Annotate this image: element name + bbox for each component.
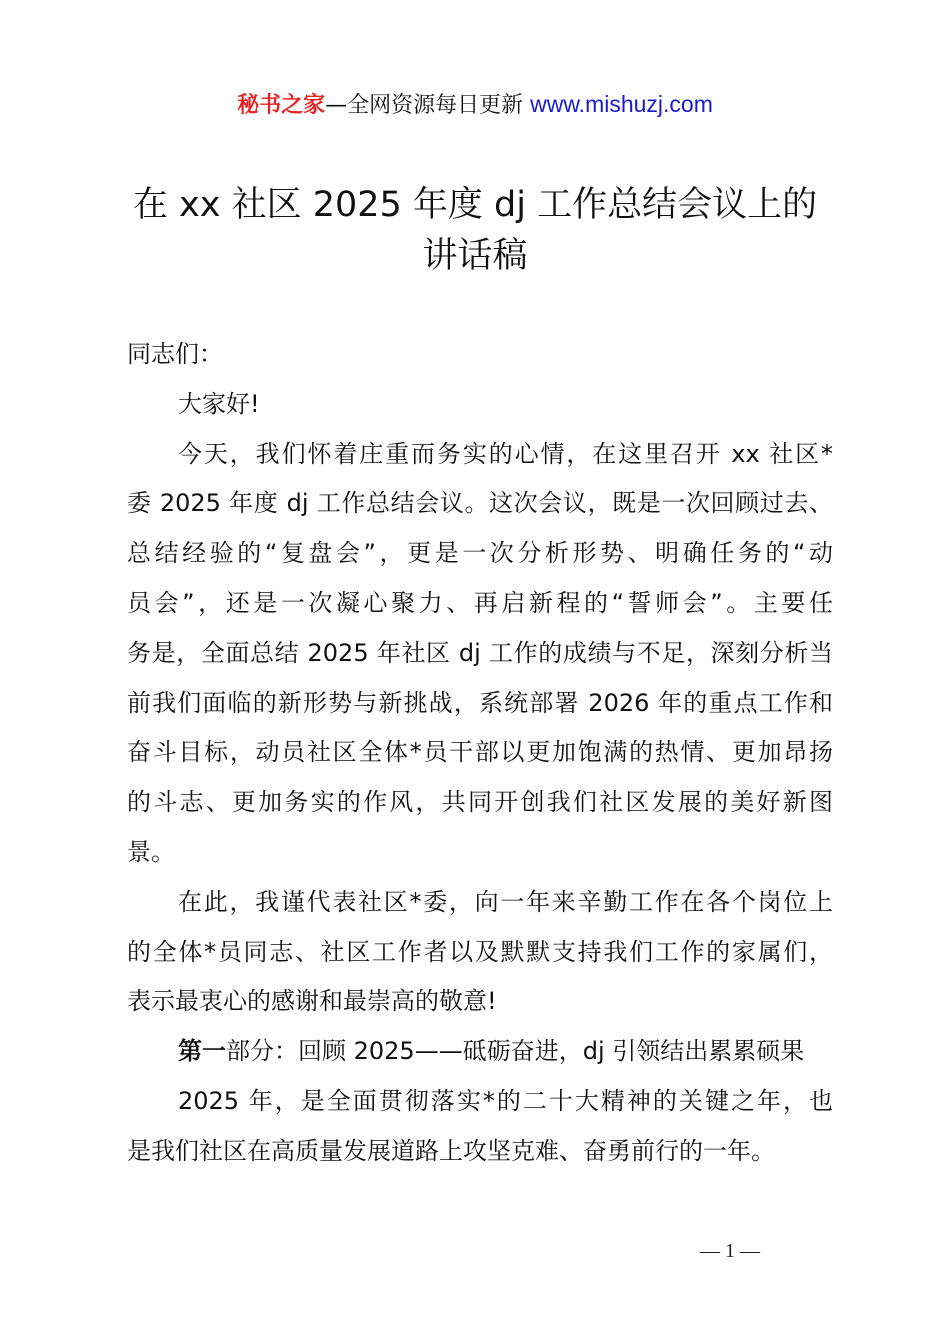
text-line: 今天，我们怀着庄重而务实的心情，在这里召开 xx 社区*	[178, 439, 833, 468]
text-line: 景。	[127, 837, 175, 866]
text-line: 总结经验的“复盘会”，更是一次分析形势、明确任务的“动	[127, 539, 833, 568]
brand-name: 秘书之家	[237, 93, 326, 118]
text-line: 表示最衷心的感谢和最崇高的敬意!	[127, 987, 497, 1016]
text-line: 的全体*员同志、社区工作者以及默默支持我们工作的家属们，	[127, 937, 833, 966]
text-line: 委 2025 年度 dj 工作总结会议。这次会议，既是一次回顾过去、	[127, 489, 833, 518]
paragraph-opening	[127, 430, 833, 878]
text-line: 务是，全面总结 2025 年社区 dj 工作的成绩与不足，深刻分析当	[127, 638, 833, 667]
title-line: 讲话稿	[422, 236, 528, 276]
greeting: 大家好!	[178, 389, 260, 418]
text-line: 员会”，还是一次凝心聚力、再启新程的“誓师会”。主要任	[127, 588, 833, 617]
text-line: 前我们面临的新形势与新挑战，系统部署 2026 年的重点工作和	[127, 688, 833, 717]
paragraph-thanks	[127, 878, 833, 1027]
title-line: 在 xx 社区 2025 年度 dj 工作总结会议上的	[132, 185, 818, 225]
section-heading-text: 部分：回顾 2025——砥砺奋进，dj 引领结出累累硕果	[226, 1037, 805, 1066]
section-heading	[127, 1027, 833, 1077]
text-line: 的斗志、更加务实的作风，共同开创我们社区发展的美好新图	[127, 788, 833, 817]
salutation: 同志们：	[127, 340, 223, 368]
paragraph-review	[127, 1077, 833, 1177]
document-title	[100, 180, 850, 282]
header-tagline: —全网资源每日更新	[325, 93, 531, 118]
text-line: 在此，我谨代表社区*委，向一年来辛勤工作在各个岗位上	[178, 887, 833, 916]
section-heading-bold: 第一	[178, 1037, 226, 1066]
text-line: 2025 年，是全面贯彻落实*的二十大精神的关键之年，也	[178, 1086, 833, 1115]
text-line: 是我们社区在高质量发展道路上攻坚克难、奋勇前行的一年。	[127, 1136, 775, 1165]
site-url-link[interactable]: www.mishuzj.com	[530, 91, 713, 117]
page-number: — 1 —	[700, 1240, 760, 1262]
site-header	[0, 88, 950, 119]
text-line: 奋斗目标，动员社区全体*员干部以更加饱满的热情、更加昂扬	[127, 738, 833, 767]
document-body	[127, 330, 833, 1177]
